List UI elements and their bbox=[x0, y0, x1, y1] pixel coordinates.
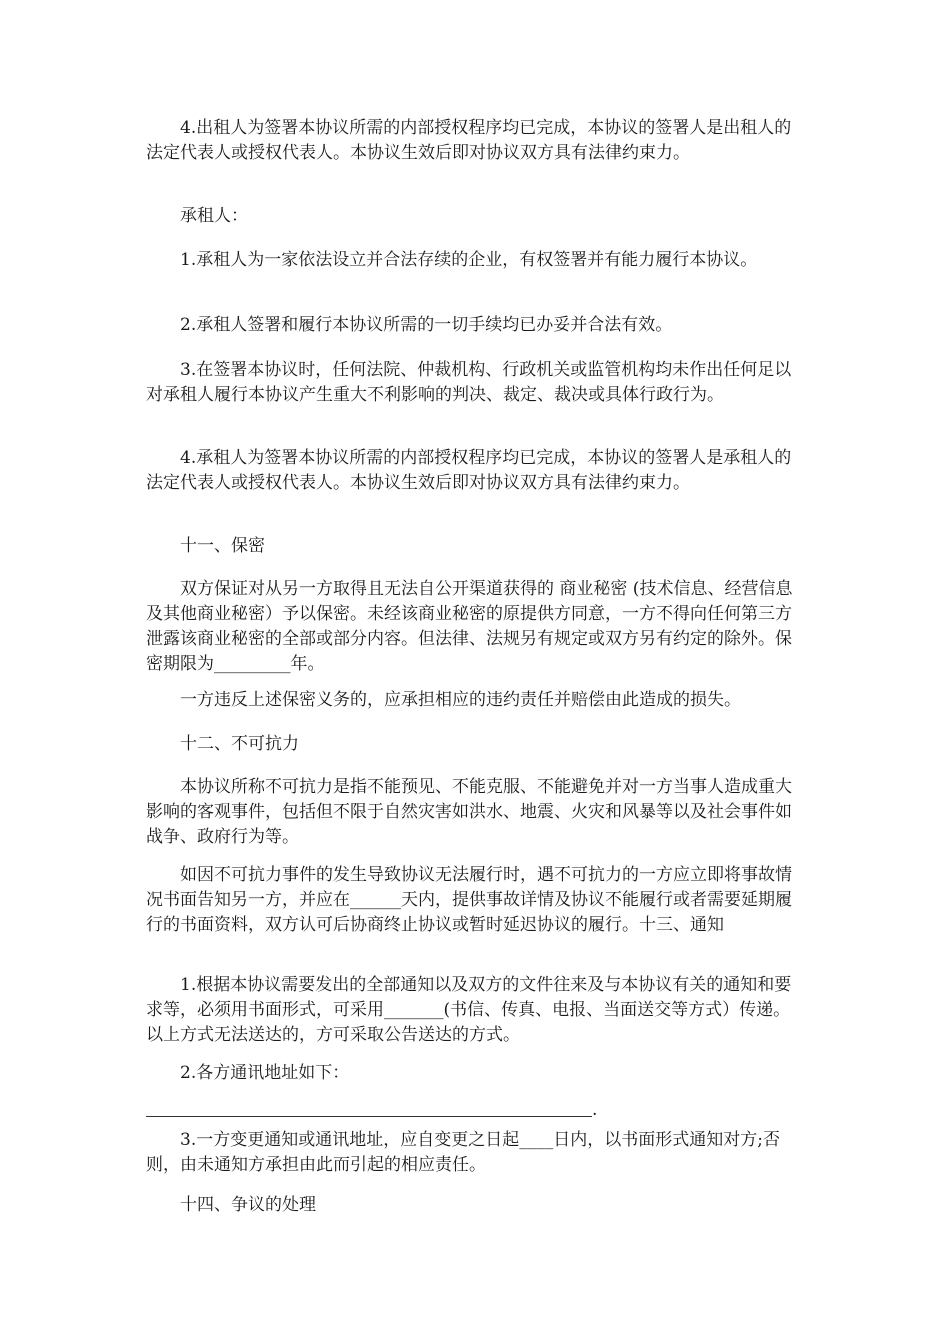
address-blank-line bbox=[146, 1098, 740, 1123]
notice-clause-3: 3.一方变更通知或通讯地址，应自变更之日起____日内，以书面形式通知对方;否则，由未通知方承担由此而引起的相应责任。 bbox=[146, 1130, 780, 1175]
lessor-clause-4: 4.出租人为签署本协议所需的内部授权程序均已完成，本协议的签署人是出租人的法定代表人或授权代表人。本协议生效后即对协议双方具有法律约束力。 bbox=[146, 118, 792, 163]
lessee-clause-4: 4.承租人为签署本协议所需的内部授权程序均已完成，本协议的签署人是承租人的法定代表人或授权代表人。本协议生效后即对协议双方具有法律约束力。 bbox=[146, 448, 792, 493]
force-majeure-notice-clause: 如因不可抗力事件的发生导致协议无法履行时，遇不可抗力的一方应立即将事故情况书面告知另一方，并应在______天内，提供事故详情及协议不能履行或者需要延期履行的书面资料，双方认可后协商终止协议或暂时延迟协议的履行。十三、通知 bbox=[146, 865, 792, 935]
lessee-clause-2: 2.承租人签署和履行本协议所需的一切手续均已办妥并合法有效。 bbox=[180, 315, 673, 335]
section-12-heading: 十二、不可抗力 bbox=[180, 734, 299, 754]
lessee-clause-3: 3.在签署本协议时，任何法院、仲裁机构、行政机关或监管机构均未作出任何足以对承租人履行本协议产生重大不利影响的判决、裁定、裁决或具体行政行为。 bbox=[146, 360, 792, 405]
section-11-heading: 十一、保密 bbox=[180, 536, 265, 556]
address-line-period: . bbox=[592, 1100, 598, 1120]
notice-clause-1: 1.根据本协议需要发出的全部通知以及双方的文件往来及与本协议有关的通知和要求等，必须用书面形式，可采用_______(书信、传真、电报、当面送交等方式）传递。以上方式无法送达的，方可采取公告送达的方式。 bbox=[146, 975, 792, 1045]
section-14-heading: 十四、争议的处理 bbox=[180, 1195, 316, 1215]
lessee-heading: 承租人： bbox=[180, 206, 248, 226]
lessee-clause-1: 1.承租人为一家依法设立并合法存续的企业，有权签署并有能力履行本协议。 bbox=[180, 250, 758, 270]
notice-clause-2: 2.各方通讯地址如下： bbox=[180, 1063, 350, 1083]
address-underline bbox=[146, 1098, 592, 1117]
confidentiality-clause: 双方保证对从另一方取得且无法自公开渠道获得的 商业秘密 (技术信息、经营信息及其他商业秘密）予以保密。未经该商业秘密的原提供方同意，一方不得向任何第三方泄露该商业秘密的全部或部分内容。但法律、法规另有规定或双方另有约定的除外。保密期限为_________年。 bbox=[146, 579, 793, 674]
confidentiality-breach-clause: 一方违反上述保密义务的，应承担相应的违约责任并赔偿由此造成的损失。 bbox=[180, 690, 741, 710]
force-majeure-definition: 本协议所称不可抗力是指不能预见、不能克服、不能避免并对一方当事人造成重大影响的客观事件，包括但不限于自然灾害如洪水、地震、火灾和风暴等以及社会事件如战争、政府行为等。 bbox=[146, 777, 792, 847]
